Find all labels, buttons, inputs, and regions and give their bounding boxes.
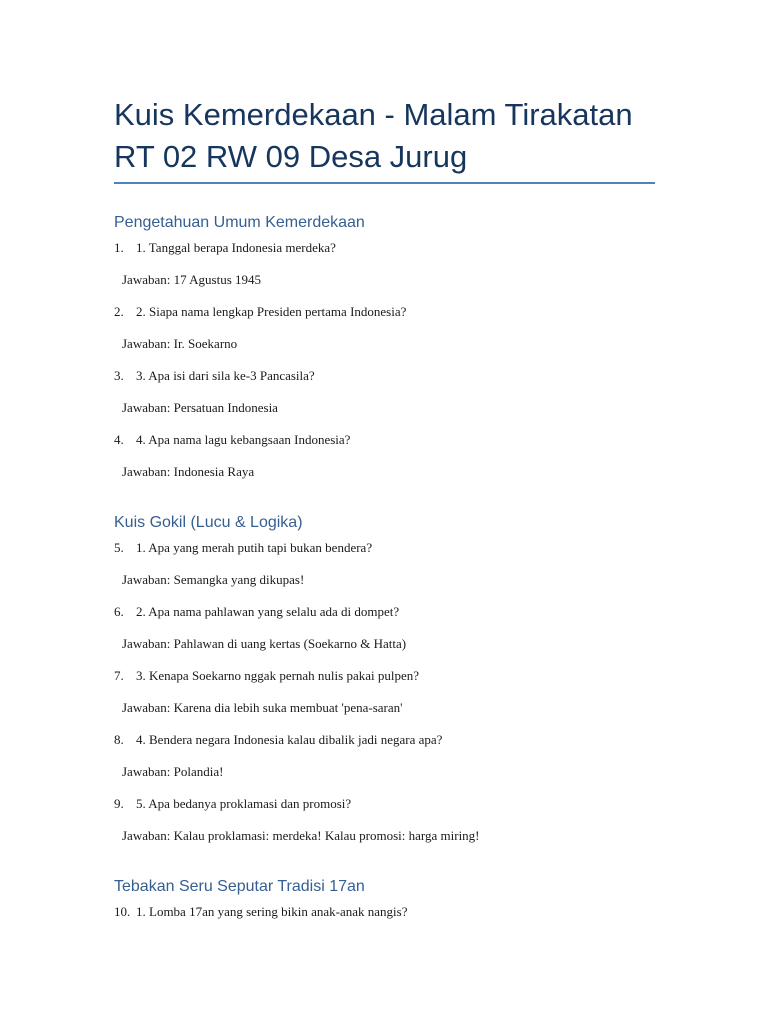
list-item [114,367,654,417]
question-number: 6. [114,604,124,619]
answer-text: Jawaban: Polandia! [122,764,224,779]
question-text: 1. Apa yang merah putih tapi bukan bendera? [136,540,373,555]
question-text: 1. Lomba 17an yang sering bikin anak-anak nangis? [136,904,408,919]
question-text: 2. Apa nama pahlawan yang selalu ada di dompet? [136,604,400,619]
question-text: 3. Kenapa Soekarno nggak pernah nulis pakai pulpen? [136,668,420,683]
list-item [114,303,654,353]
list-item [114,795,654,845]
answer-text: Jawaban: Karena dia lebih suka membuat 'pena-saran' [122,700,403,715]
answer-text: Jawaban: Pahlawan di uang kertas (Soekarno & Hatta) [122,636,407,651]
list-item [114,667,654,717]
list-item [114,539,654,589]
section-kuis-gokil [114,512,654,845]
list-item [114,239,654,289]
question-number: 5. [114,540,124,555]
section-tebakan-seru [114,876,654,921]
document-title-line1: Kuis Kemerdekaan - Malam Tirakatan [114,97,633,132]
question-number: 8. [114,732,124,747]
question-text: 1. Tanggal berapa Indonesia merdeka? [136,240,336,255]
question-text: 4. Apa nama lagu kebangsaan Indonesia? [136,432,351,447]
document-title [114,0,654,178]
list-item [114,431,654,481]
answer-text: Jawaban: 17 Agustus 1945 [122,272,262,287]
title-underline [114,182,655,184]
question-number: 1. [114,240,124,255]
answer-text: Jawaban: Kalau proklamasi: merdeka! Kalau promosi: harga miring! [122,828,480,843]
list-item [114,903,654,921]
question-text: 2. Siapa nama lengkap Presiden pertama Indonesia? [136,304,407,319]
section-heading: Kuis Gokil (Lucu & Logika) [114,514,303,531]
section-heading: Pengetahuan Umum Kemerdekaan [114,214,365,231]
section-heading: Tebakan Seru Seputar Tradisi 17an [114,878,365,895]
answer-text: Jawaban: Indonesia Raya [122,464,255,479]
question-number: 4. [114,432,124,447]
list-item [114,731,654,781]
list-item [114,603,654,653]
question-text: 4. Bendera negara Indonesia kalau dibalik jadi negara apa? [136,732,443,747]
section-pengetahuan-umum [114,212,654,481]
question-number: 7. [114,668,124,683]
answer-text: Jawaban: Semangka yang dikupas! [122,572,305,587]
answer-text: Jawaban: Persatuan Indonesia [122,400,278,415]
question-number: 2. [114,304,124,319]
question-text: 5. Apa bedanya proklamasi dan promosi? [136,796,352,811]
document-page [114,0,654,919]
document-title-line2: RT 02 RW 09 Desa Jurug [114,139,468,174]
question-text: 3. Apa isi dari sila ke-3 Pancasila? [136,368,315,383]
question-number: 9. [114,796,124,811]
question-number: 3. [114,368,124,383]
question-number: 10. [114,904,131,919]
answer-text: Jawaban: Ir. Soekarno [122,336,238,351]
